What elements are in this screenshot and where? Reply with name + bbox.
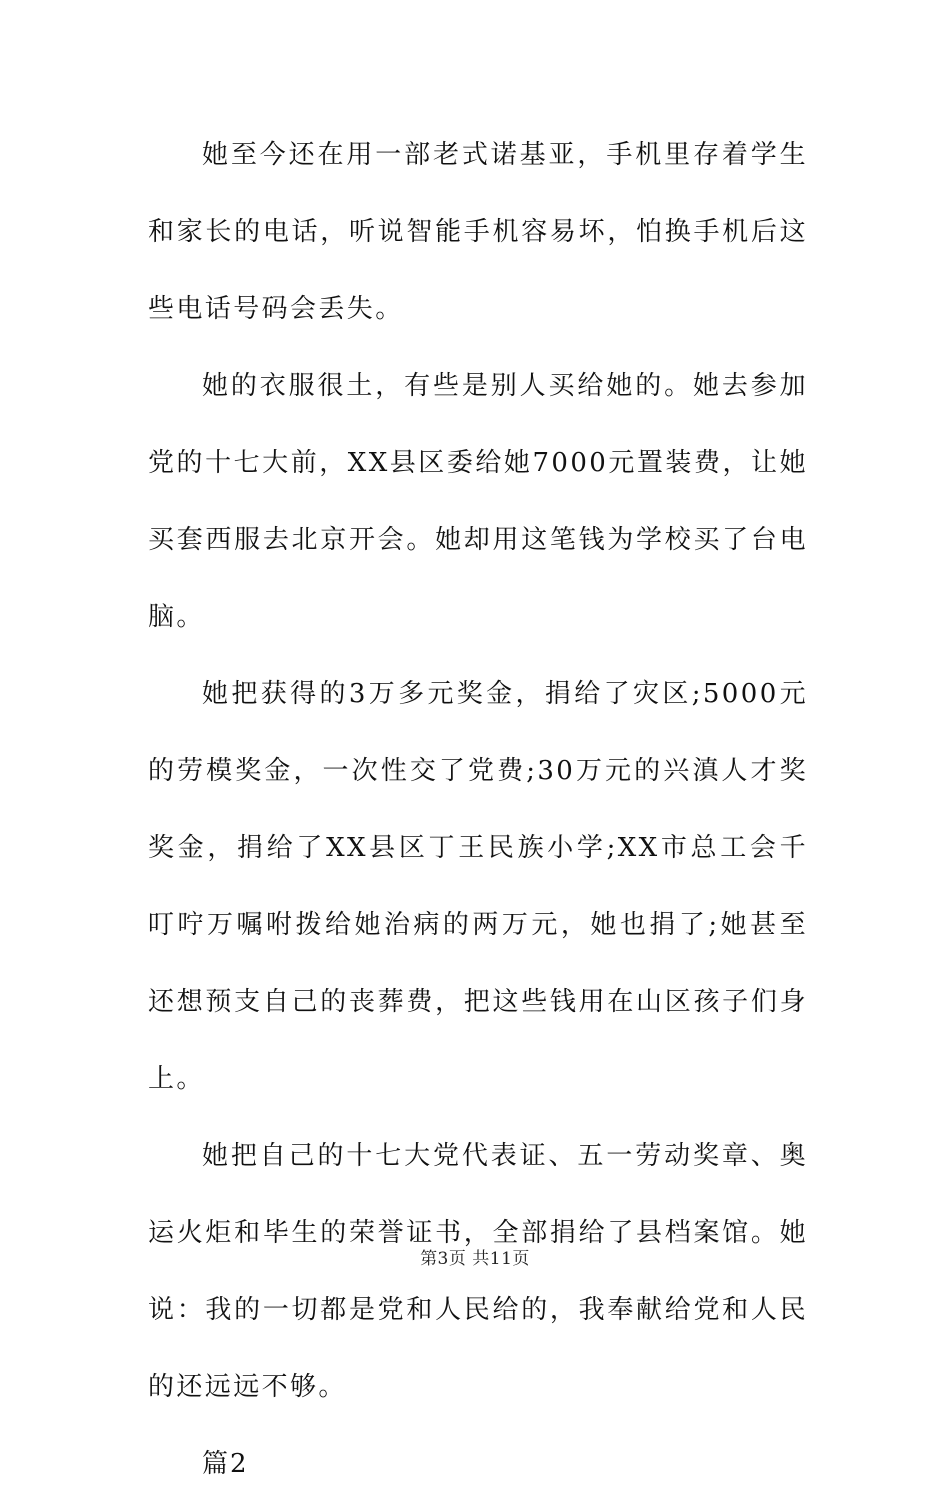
paragraph-4: 她把自己的十七大党代表证、五一劳动奖章、奥运火炬和毕生的荣誉证书，全部捐给了县档案馆。她说：我的一切都是党和人民给的，我奉献给党和人民的还远远不够。 [148, 1141, 808, 1402]
paragraph-3: 她把获得的3万多元奖金，捐给了灾区;5000元的劳模奖金，一次性交了党费;30万元的兴滇人才奖奖金，捐给了XX县区丁王民族小学;XX市总工会千叮咛万嘱咐拨给她治病的两万元，她也捐了;她甚至还想预支自己的丧葬费，把这些钱用在山区孩子们身上。 [148, 679, 808, 1094]
section-heading: 篇2 [202, 1449, 249, 1479]
paragraph-1: 她至今还在用一部老式诺基亚，手机里存着学生和家长的电话，听说智能手机容易坏，怕换手机后这些电话号码会丢失。 [148, 140, 808, 324]
page-footer: 第3页 共11页 [420, 1249, 530, 1269]
paragraph-2: 她的衣服很土，有些是别人买给她的。她去参加党的十七大前，XX县区委给她7000元置装费，让她买套西服去北京开会。她却用这笔钱为学校买了台电脑。 [148, 371, 808, 632]
body-text [148, 117, 808, 1503]
